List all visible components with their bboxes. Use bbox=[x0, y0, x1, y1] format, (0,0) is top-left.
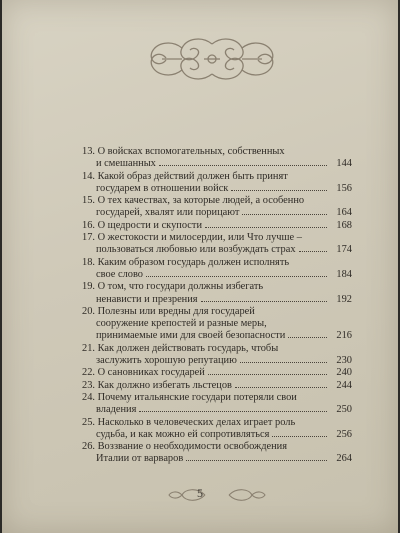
dot-leader bbox=[208, 374, 327, 375]
toc-entry-title-line: 25. Насколько в человеческих делах играет роль bbox=[82, 416, 296, 428]
toc-entry-title-line: государей, хвалят или порицают bbox=[96, 207, 240, 219]
page-number: 5 bbox=[197, 486, 203, 500]
toc-entry-title-line: 20. Полезны или вредны для государей bbox=[82, 305, 255, 317]
toc-entry bbox=[82, 232, 352, 257]
floral-ornament-top bbox=[142, 34, 282, 84]
toc-entry bbox=[82, 171, 352, 196]
toc-page-number: 230 bbox=[336, 355, 352, 367]
toc-entry-title-line: государем в отношении войск bbox=[96, 182, 229, 194]
toc-page-number: 264 bbox=[336, 453, 352, 465]
toc-entry-title-line: 14. Какой образ действий должен быть принят bbox=[82, 170, 288, 182]
toc-entry-last-line bbox=[82, 183, 352, 195]
dot-leader bbox=[201, 301, 327, 302]
toc-entry bbox=[82, 306, 352, 343]
toc-entry bbox=[82, 392, 352, 417]
toc-entry-title-line: 15. О тех качествах, за которые людей, а особенно bbox=[82, 195, 305, 207]
dot-leader bbox=[186, 460, 327, 461]
toc-entry bbox=[82, 281, 352, 306]
dot-leader bbox=[235, 387, 327, 388]
toc-entry-title-line: принимаемые ими для своей безопасности bbox=[96, 330, 286, 342]
toc-entry-title-line: судьба, и как можно ей сопротивляться bbox=[96, 428, 270, 440]
toc-entry-last-line bbox=[82, 330, 352, 342]
dot-leader bbox=[299, 251, 327, 252]
toc-entry-title-line: 23. Как должно избегать льстецов bbox=[82, 379, 232, 391]
toc-entry-title-line: и смешанных bbox=[96, 158, 156, 170]
toc-entry-last-line bbox=[82, 355, 352, 367]
dot-leader bbox=[231, 190, 327, 191]
toc-page-number: 156 bbox=[336, 182, 352, 194]
dot-leader bbox=[288, 337, 327, 338]
toc-entry bbox=[82, 380, 352, 392]
toc-entry-title-line: 16. О щедрости и скупости bbox=[82, 219, 203, 231]
toc-entry-title-line: Италии от варваров bbox=[96, 453, 184, 465]
toc-entry-title-line: 26. Воззвание о необходимости освобождения bbox=[82, 441, 287, 453]
toc-entry-title-line: 13. О войсках вспомогательных, собственных bbox=[82, 146, 285, 157]
toc-page-number: 168 bbox=[336, 219, 352, 231]
toc-page-number: 184 bbox=[336, 268, 352, 280]
table-of-contents bbox=[82, 146, 352, 466]
toc-entry-title-line: 19. О том, что государи должны избегать bbox=[82, 281, 264, 293]
dot-leader bbox=[240, 362, 327, 363]
toc-entry bbox=[82, 146, 352, 171]
toc-entry bbox=[82, 343, 352, 368]
toc-entry-last-line bbox=[82, 380, 352, 392]
toc-page-number: 216 bbox=[336, 330, 352, 342]
dot-leader bbox=[159, 165, 327, 166]
toc-entry-title-line: ненависти и презрения bbox=[96, 293, 198, 305]
toc-entry-last-line bbox=[82, 453, 352, 465]
toc-entry-title-line: свое слово bbox=[96, 268, 144, 280]
toc-entry-last-line bbox=[82, 207, 352, 219]
toc-entry-last-line bbox=[82, 220, 352, 232]
toc-entry bbox=[82, 441, 352, 466]
toc-entry bbox=[82, 257, 352, 282]
toc-entry-last-line bbox=[82, 367, 352, 379]
toc-page-number: 174 bbox=[336, 244, 352, 256]
toc-entry-last-line bbox=[82, 294, 352, 306]
toc-entry-title-line: 18. Каким образом государь должен исполнять bbox=[82, 256, 290, 268]
toc-entry bbox=[82, 417, 352, 442]
toc-page-number: 244 bbox=[336, 379, 352, 391]
dot-leader bbox=[146, 276, 327, 277]
toc-entry-title-line: сооружение крепостей и разные меры, bbox=[96, 318, 267, 330]
toc-entry-title-line: заслужить хорошую репутацию bbox=[96, 355, 237, 367]
toc-page-number: 240 bbox=[336, 367, 352, 379]
toc-entry bbox=[82, 220, 352, 232]
toc-page-number: 250 bbox=[336, 404, 352, 416]
dot-leader bbox=[205, 227, 327, 228]
toc-entry-title-line: пользоваться любовью или возбуждать страх bbox=[96, 244, 296, 256]
toc-page-number: 144 bbox=[336, 158, 352, 170]
toc-entry-last-line bbox=[82, 269, 352, 281]
toc-entry-title-line: 21. Как должен действовать государь, чтобы bbox=[82, 342, 279, 354]
toc-entry-title-line: 22. О сановниках государей bbox=[82, 367, 205, 379]
toc-entry-title-line: 17. О жестокости и милосердии, или Что лучше – bbox=[82, 232, 302, 244]
toc-entry-last-line bbox=[82, 244, 352, 256]
dot-leader bbox=[139, 411, 327, 412]
toc-entry-last-line bbox=[82, 158, 352, 170]
book-page bbox=[2, 0, 398, 533]
toc-entry-last-line bbox=[82, 404, 352, 416]
dot-leader bbox=[242, 214, 327, 215]
toc-entry-last-line bbox=[82, 429, 352, 441]
toc-entry bbox=[82, 195, 352, 220]
toc-page-number: 256 bbox=[336, 428, 352, 440]
toc-page-number: 192 bbox=[336, 293, 352, 305]
dot-leader bbox=[272, 436, 327, 437]
toc-entry-title-line: владения bbox=[96, 404, 137, 416]
toc-entry-title-line: 24. Почему итальянские государи потеряли свои bbox=[82, 391, 297, 403]
toc-entry bbox=[82, 367, 352, 379]
toc-page-number: 164 bbox=[336, 207, 352, 219]
